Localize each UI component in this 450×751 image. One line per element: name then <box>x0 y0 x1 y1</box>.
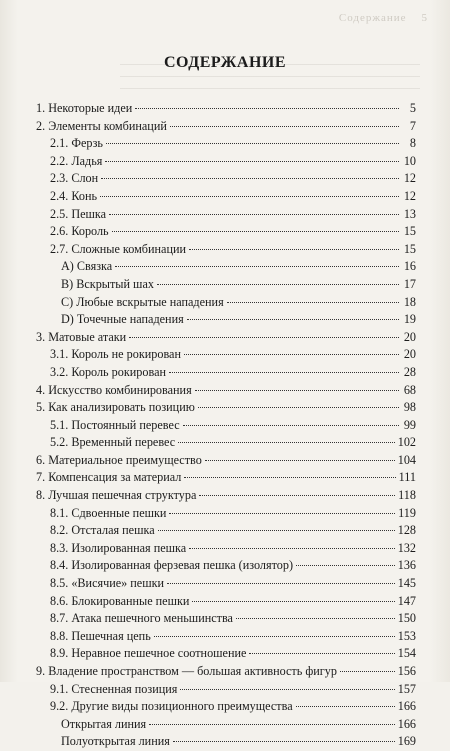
toc-entry-title: 3. Матовые атаки <box>36 329 127 344</box>
toc-entry-title: 1. Некоторые идеи <box>36 101 133 115</box>
toc-entry-page: 147 <box>397 593 416 608</box>
dot-leader <box>249 653 394 654</box>
toc-entry-title: 5. Как анализировать позицию <box>36 400 195 415</box>
dot-leader <box>296 706 395 707</box>
dot-leader <box>169 372 399 373</box>
toc-entry <box>36 663 416 681</box>
toc-entry-title: 8.8. Пешечная цепь <box>50 628 151 643</box>
dot-leader <box>105 161 399 162</box>
dot-leader <box>192 601 394 602</box>
toc-entry-page: 150 <box>397 611 416 626</box>
toc-entry <box>36 628 416 646</box>
toc-entry <box>36 716 416 734</box>
dot-leader <box>195 390 399 391</box>
toc-entry <box>36 733 416 751</box>
toc-entry-title: 2.4. Конь <box>50 188 98 203</box>
dot-leader <box>187 319 399 320</box>
toc-entry-title: 2.1. Ферзь <box>50 136 103 151</box>
toc-entry <box>36 434 416 452</box>
toc-entry-page: 104 <box>397 452 416 467</box>
toc-entry-title: 2.2. Ладья <box>50 153 103 168</box>
dot-leader <box>135 108 399 109</box>
toc-entry <box>36 540 416 558</box>
toc-entry-page: 145 <box>397 576 416 591</box>
dot-leader <box>169 513 395 514</box>
toc-entry-title: B) Вскрытый шах <box>61 276 154 291</box>
dot-leader <box>158 530 395 531</box>
dot-leader <box>157 284 399 285</box>
toc-entry-page: 102 <box>397 435 416 450</box>
toc-entry-page: 156 <box>397 664 416 678</box>
toc-entry <box>36 135 416 153</box>
dot-leader <box>173 741 395 742</box>
dot-leader <box>100 196 399 197</box>
running-head <box>339 12 428 24</box>
toc-entry <box>36 170 416 188</box>
toc-entry <box>36 241 416 259</box>
toc-entry-title: 6. Материальное преимущество <box>36 452 202 467</box>
toc-entry <box>36 294 416 312</box>
toc-entry-title: 2.5. Пешка <box>50 206 107 221</box>
toc-entry-title: 2.7. Сложные комбинации <box>50 241 187 256</box>
toc-entry <box>36 153 416 171</box>
dot-leader <box>184 477 395 478</box>
running-head-page-number: 5 <box>421 12 428 24</box>
toc-entry-page: 154 <box>397 646 416 661</box>
toc-entry-page: 15 <box>403 241 416 256</box>
toc-entry-title: 3.1. Король не рокирован <box>50 347 181 362</box>
toc-entry <box>36 610 416 628</box>
dot-leader <box>340 671 395 672</box>
toc-entry-page: 8 <box>409 136 416 151</box>
toc-entry <box>36 469 416 487</box>
toc-entry-title: C) Любые вскрытые нападения <box>61 294 224 309</box>
toc-entry <box>36 206 416 224</box>
toc-entry-title: 8.4. Изолированная ферзевая пешка (изолятор) <box>50 558 293 573</box>
toc-entry <box>36 188 416 206</box>
toc-entry-title: 5.1. Постоянный перевес <box>50 417 180 432</box>
dot-leader <box>183 425 399 426</box>
toc-entry-page: 169 <box>397 734 416 749</box>
toc-entry-title: Открытая линия <box>61 716 147 731</box>
dot-leader <box>236 618 395 619</box>
toc-entry-page: 68 <box>403 382 416 397</box>
toc-entry <box>36 681 416 699</box>
toc-entry-page: 12 <box>403 171 416 186</box>
toc-entry-page: 28 <box>403 364 416 379</box>
dot-leader <box>112 231 399 232</box>
toc-entry-page: 13 <box>403 206 416 221</box>
toc-entry-title: 9.1. Стесненная позиция <box>50 681 178 696</box>
toc-entry-title: 8.9. Неравное пешечное соотношение <box>50 646 247 661</box>
toc-entry-page: 157 <box>397 681 416 696</box>
toc-entry-title: 2.6. Король <box>50 224 109 239</box>
toc-entry-title: 7. Компенсация за материал <box>36 470 182 485</box>
toc-entry-page: 5 <box>409 101 416 115</box>
running-head-text: Содержание <box>338 12 407 24</box>
dot-leader <box>296 565 395 566</box>
toc-entry <box>36 311 416 329</box>
dot-leader <box>180 689 394 690</box>
toc-entry <box>36 575 416 593</box>
toc-entry <box>36 487 416 505</box>
dot-leader <box>199 495 395 496</box>
dot-leader <box>184 354 399 355</box>
toc-entry-title: 8.2. Отсталая пешка <box>50 523 155 538</box>
dot-leader <box>189 548 395 549</box>
toc-entry <box>36 223 416 241</box>
dot-leader <box>109 214 399 215</box>
dot-leader <box>227 302 399 303</box>
toc-entry-page: 119 <box>398 505 416 520</box>
toc-entry-title: 5.2. Временный перевес <box>50 435 176 450</box>
dot-leader <box>149 724 395 725</box>
toc-entry-title: 2.3. Слон <box>50 171 99 186</box>
toc-entry-page: 111 <box>398 470 416 485</box>
toc-entry-page: 99 <box>403 417 416 432</box>
toc-entry <box>36 452 416 470</box>
dot-leader <box>129 337 399 338</box>
dot-leader <box>170 126 399 127</box>
toc-entry-title: 8. Лучшая пешечная структура <box>36 488 197 503</box>
toc-entry-title: 8.6. Блокированные пешки <box>50 593 190 608</box>
toc-entry-title: D) Точечные нападения <box>61 312 184 327</box>
toc-entry-title: 3.2. Король рокирован <box>50 364 167 379</box>
toc-entry <box>36 399 416 417</box>
toc-entry-page: 17 <box>403 276 416 291</box>
toc-entry-title: 8.3. Изолированная пешка <box>50 540 187 555</box>
toc-entry-page: 136 <box>397 558 416 573</box>
toc-entry <box>36 698 416 716</box>
toc-entry <box>36 505 416 523</box>
dot-leader <box>167 583 395 584</box>
toc-entry-page: 15 <box>403 224 416 239</box>
toc-entry-title: A) Связка <box>61 259 113 274</box>
dot-leader <box>178 442 395 443</box>
dot-leader <box>205 460 395 461</box>
toc-entry <box>36 346 416 364</box>
toc-entry-page: 166 <box>397 716 416 731</box>
toc-entry-page: 10 <box>403 153 416 168</box>
toc-entry-title: 8.5. «Висячие» пешки <box>50 576 165 591</box>
toc-entry <box>36 417 416 435</box>
toc-entry-page: 153 <box>397 628 416 643</box>
toc-entry-title: 4. Искусство комбинирования <box>36 382 192 397</box>
toc-entry-title: 8.7. Атака пешечного меньшинства <box>50 611 233 626</box>
dot-leader <box>115 266 399 267</box>
toc-entry <box>36 118 416 136</box>
toc-entry <box>36 100 416 118</box>
toc-entry-title: 9.2. Другие виды позиционного преимущества <box>50 699 293 714</box>
toc-entry-page: 16 <box>403 259 416 274</box>
toc-entry <box>36 522 416 540</box>
toc-entry-page: 118 <box>398 488 416 503</box>
toc-entry <box>36 382 416 400</box>
toc-entry-page: 166 <box>397 699 416 714</box>
toc-entry-title: Полуоткрытая линия <box>61 734 170 749</box>
toc-entry-page: 19 <box>403 312 416 327</box>
dot-leader <box>106 143 399 144</box>
dot-leader <box>189 249 399 250</box>
toc-entry-page: 132 <box>397 540 416 555</box>
dot-leader <box>198 407 399 408</box>
toc-entry-page: 98 <box>403 400 416 415</box>
toc-entry-page: 128 <box>397 523 416 538</box>
page-title: СОДЕРЖАНИЕ <box>163 54 287 71</box>
toc-entry <box>36 276 416 294</box>
toc-entry-title: 2. Элементы комбинаций <box>36 118 167 133</box>
toc-entry-page: 12 <box>403 188 416 203</box>
toc-entry-page: 20 <box>403 347 416 362</box>
toc-entry <box>36 329 416 347</box>
toc-entry-page: 18 <box>403 294 416 309</box>
toc-entry-title: 8.1. Сдвоенные пешки <box>50 505 167 520</box>
toc-entry <box>36 645 416 663</box>
toc-entry <box>36 364 416 382</box>
dot-leader <box>154 636 395 637</box>
toc-entry-page: 20 <box>403 329 416 344</box>
dot-leader <box>101 178 399 179</box>
toc-entry <box>36 593 416 611</box>
toc-entry <box>36 258 416 276</box>
toc-entry-title: 9. Владение пространством — большая активность фигур <box>36 664 337 678</box>
toc-entry <box>36 557 416 575</box>
table-of-contents <box>36 100 416 751</box>
toc-entry-page: 7 <box>409 118 416 133</box>
